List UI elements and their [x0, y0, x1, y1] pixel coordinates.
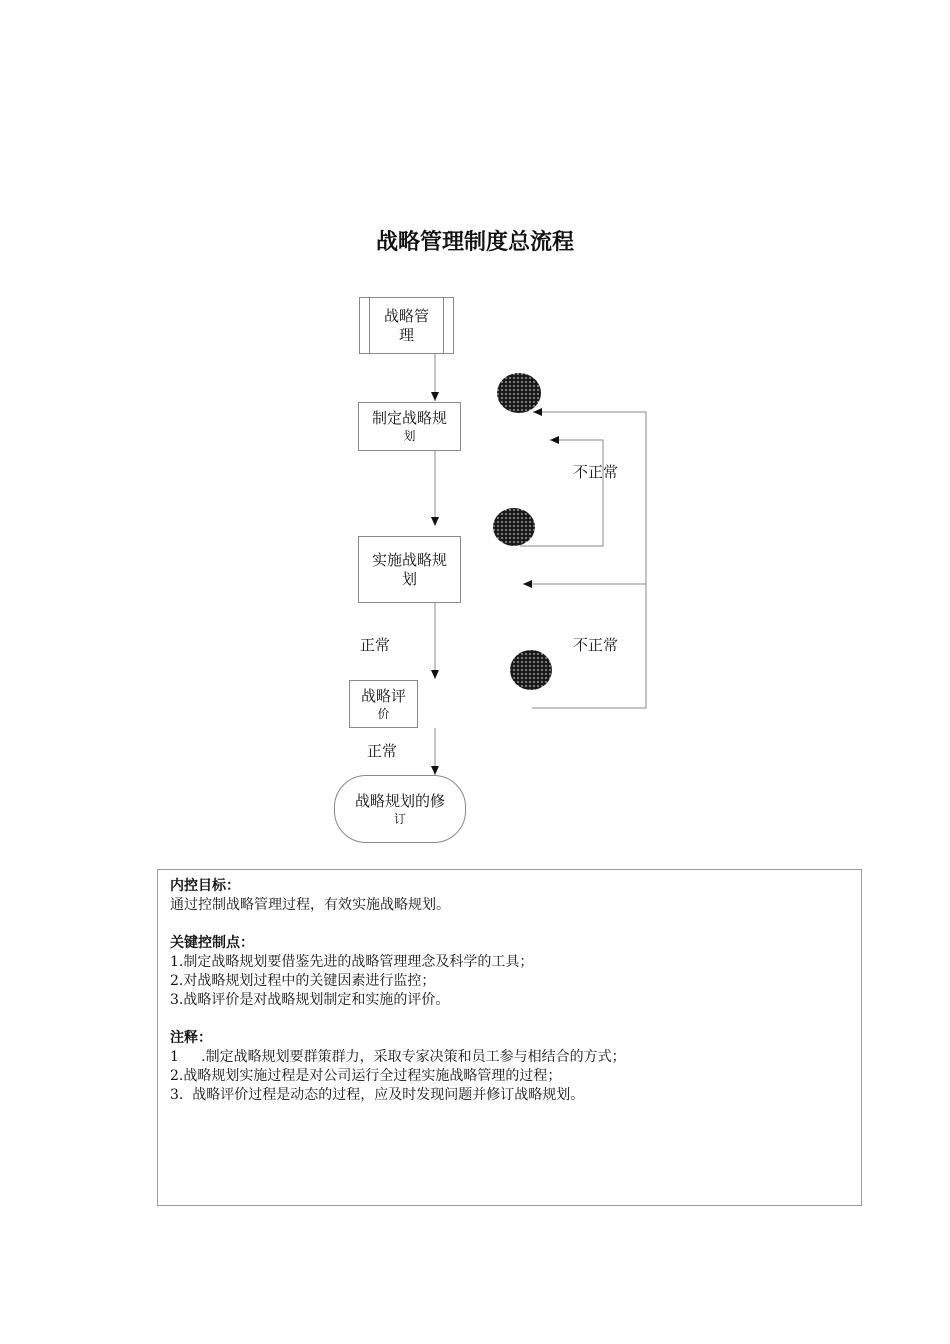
remark-item: 2.战略规划实施过程是对公司运行全过程实施战略管理的过程；	[170, 1068, 562, 1084]
objective-text: 通过控制战略管理过程，有效实施战略规划。	[170, 897, 450, 913]
objective-heading: 内控目标：	[170, 878, 240, 894]
connector-circle-1	[497, 373, 541, 413]
label-normal-2: 正常	[367, 742, 398, 760]
remarks-heading: 注释：	[170, 1030, 212, 1046]
box-strategic-management: 战略管 理	[359, 297, 454, 354]
box-formulate-plan: 制定战略规 划	[358, 402, 461, 451]
page-title: 战略管理制度总流程	[375, 230, 574, 255]
keypoint-item: 2.对战略规划过程中的关键因素进行监控；	[170, 973, 436, 989]
remark-item: 1 .制定战略规划要群策群力，采取专家决策和员工参与相结合的方式；	[170, 1049, 626, 1065]
label-abnormal-1: 不正常	[573, 463, 619, 481]
box-revision: 战略规划的修 订	[334, 775, 466, 843]
connector-circle-3	[510, 650, 552, 690]
keypoint-item: 1.制定战略规划要借鉴先进的战略管理理念及科学的工具；	[170, 954, 534, 970]
keypoints-heading: 关键控制点：	[170, 935, 254, 951]
remark-item: 3. 战略评价过程是动态的过程，应及时发现问题并修订战略规划。	[170, 1087, 585, 1103]
connector-circle-2	[493, 508, 535, 546]
label-normal-1: 正常	[360, 636, 391, 654]
keypoint-item: 3.战略评价是对战略规划制定和实施的评价。	[170, 992, 450, 1008]
label-abnormal-2: 不正常	[573, 636, 619, 654]
notes-panel	[157, 869, 862, 1206]
box-implement-plan: 实施战略规 划	[358, 536, 461, 603]
box-evaluation: 战略评 价	[349, 680, 418, 728]
